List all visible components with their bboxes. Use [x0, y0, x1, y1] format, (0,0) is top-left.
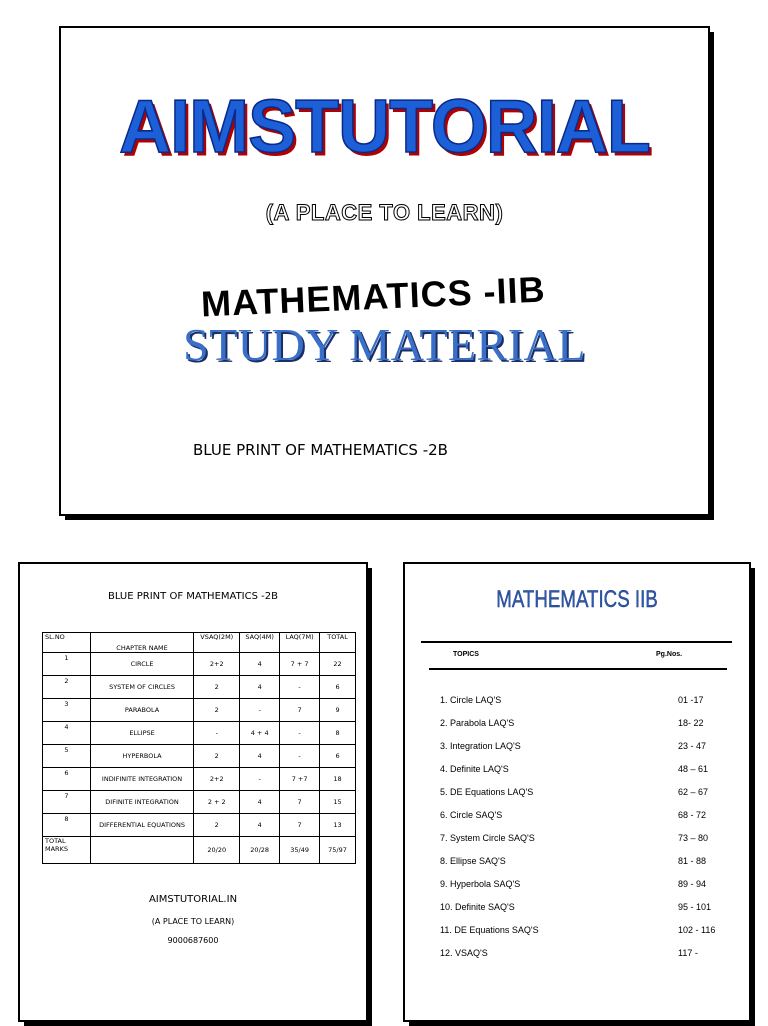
brand-title: AIMSTUTORIAL — [119, 85, 650, 169]
total-laq: 35/49 — [280, 837, 320, 864]
row-slno: 7 — [43, 791, 91, 814]
cover-blueprint-heading: BLUE PRINT OF MATHEMATICS -2B — [193, 441, 448, 459]
site-name: AIMSTUTORIAL.IN — [148, 894, 238, 905]
row-chapter: ELLIPSE — [90, 722, 193, 745]
row-vsaq: 2+2 — [194, 768, 240, 791]
table-row — [43, 745, 356, 768]
toc-item — [405, 695, 749, 711]
toc-item-label: 2. Parabola LAQ'S — [440, 718, 515, 728]
table-row — [43, 768, 356, 791]
toc-item-label: 11. DE Equations SAQ'S — [440, 925, 539, 935]
toc-item — [405, 764, 749, 780]
subject-title: MATHEMATICS -IIB — [200, 268, 547, 325]
blueprint-title: BLUE PRINT OF MATHEMATICS -2B — [108, 591, 278, 602]
toc-item-pages: 48 – 61 — [678, 764, 709, 774]
toc-item-label: 4. Definite LAQ'S — [440, 764, 509, 774]
row-laq: - — [280, 722, 320, 745]
row-laq: 7 +7 — [280, 768, 320, 791]
col-header-saq: SAQ(4M) — [240, 633, 280, 653]
row-total: 22 — [320, 653, 356, 676]
row-saq: 4 + 4 — [240, 722, 280, 745]
toc-item-pages: 81 - 88 — [678, 856, 707, 866]
toc-item-label: 3. Integration LAQ'S — [440, 741, 521, 751]
table-row — [43, 699, 356, 722]
toc-item-pages: 01 -17 — [678, 695, 704, 705]
col-topics: TOPICS — [453, 651, 479, 658]
row-chapter: DIFFERENTIAL EQUATIONS — [90, 814, 193, 837]
row-chapter: DIFINITE INTEGRATION — [90, 791, 193, 814]
row-vsaq: 2 — [194, 745, 240, 768]
total-blank — [90, 837, 193, 864]
row-total: 9 — [320, 699, 356, 722]
row-slno: 4 — [43, 722, 91, 745]
blueprint-table — [42, 632, 356, 864]
cover-tagline: (A PLACE TO LEARN) — [265, 200, 504, 225]
study-material-title: STUDY MATERIAL — [183, 319, 586, 370]
row-laq: 7 — [280, 699, 320, 722]
toc-item-label: 8. Ellipse SAQ'S — [440, 856, 506, 866]
row-total: 18 — [320, 768, 356, 791]
row-chapter: SYSTEM OF CIRCLES — [90, 676, 193, 699]
contents-page — [403, 562, 751, 1022]
table-row — [43, 814, 356, 837]
blueprint-page — [18, 562, 368, 1022]
row-vsaq: 2 — [194, 699, 240, 722]
cover-page — [59, 26, 710, 516]
toc-item-pages: 62 – 67 — [678, 787, 709, 797]
toc-item — [405, 810, 749, 826]
total-total: 75/97 — [320, 837, 356, 864]
toc-item — [405, 856, 749, 872]
col-header-laq: LAQ(7M) — [280, 633, 320, 653]
toc-item-pages: 23 - 47 — [678, 741, 707, 751]
row-slno: 3 — [43, 699, 91, 722]
total-vsaq: 20/20 — [194, 837, 240, 864]
toc-item — [405, 925, 749, 941]
col-header-vsaq: VSAQ(2M) — [194, 633, 240, 653]
table-header-row — [43, 633, 356, 653]
row-saq: 4 — [240, 676, 280, 699]
toc-item — [405, 718, 749, 734]
row-vsaq: 2 — [194, 814, 240, 837]
toc-item-pages: 89 - 94 — [678, 879, 707, 889]
row-vsaq: 2+2 — [194, 653, 240, 676]
toc-item-label: 1. Circle LAQ'S — [440, 695, 502, 705]
row-vsaq: 2 + 2 — [194, 791, 240, 814]
row-laq: 7 — [280, 791, 320, 814]
row-total: 6 — [320, 676, 356, 699]
row-laq: 7 + 7 — [280, 653, 320, 676]
toc-item-pages: 68 - 72 — [678, 810, 707, 820]
toc-item-pages: 95 - 101 — [678, 902, 712, 912]
row-chapter: PARABOLA — [90, 699, 193, 722]
col-header-slno: SL.NO — [43, 633, 91, 653]
col-header-total: TOTAL — [320, 633, 356, 653]
header-rule-top — [421, 641, 732, 643]
toc-item-label: 7. System Circle SAQ'S — [440, 833, 535, 843]
col-pages: Pg.Nos. — [656, 651, 683, 658]
row-slno: 6 — [43, 768, 91, 791]
row-chapter: CIRCLE — [90, 653, 193, 676]
toc-item-pages: 102 - 116 — [678, 925, 716, 935]
row-saq: - — [240, 699, 280, 722]
row-laq: - — [280, 676, 320, 699]
site-tagline: (A PLACE TO LEARN) — [151, 917, 235, 926]
toc-item-label: 5. DE Equations LAQ'S — [440, 787, 534, 797]
toc-item-pages: 117 - — [678, 948, 698, 958]
toc-item-label: 6. Circle SAQ'S — [440, 810, 503, 820]
toc-item — [405, 879, 749, 895]
toc-item — [405, 902, 749, 918]
toc-item — [405, 787, 749, 803]
row-total: 6 — [320, 745, 356, 768]
table-total-row — [43, 837, 356, 864]
row-laq: - — [280, 745, 320, 768]
row-saq: 4 — [240, 745, 280, 768]
toc-item — [405, 833, 749, 849]
toc-item-label: 10. Definite SAQ'S — [440, 902, 515, 912]
contents-title: MATHEMATICS IIB — [496, 586, 658, 613]
row-saq: 4 — [240, 791, 280, 814]
row-slno: 2 — [43, 676, 91, 699]
table-row — [43, 791, 356, 814]
row-slno: 5 — [43, 745, 91, 768]
table-row — [43, 676, 356, 699]
header-rule-bottom — [429, 668, 727, 670]
row-total: 15 — [320, 791, 356, 814]
total-label: TOTAL MARKS — [43, 837, 91, 864]
row-saq: 4 — [240, 814, 280, 837]
row-saq: - — [240, 768, 280, 791]
row-chapter: INDIFINITE INTEGRATION — [90, 768, 193, 791]
row-total: 8 — [320, 722, 356, 745]
row-saq: 4 — [240, 653, 280, 676]
toc-item-pages: 18- 22 — [678, 718, 704, 728]
row-laq: 7 — [280, 814, 320, 837]
col-header-chapter: CHAPTER NAME — [90, 633, 193, 653]
toc-item — [405, 741, 749, 757]
table-row — [43, 653, 356, 676]
row-slno: 8 — [43, 814, 91, 837]
total-saq: 20/28 — [240, 837, 280, 864]
row-vsaq: - — [194, 722, 240, 745]
row-total: 13 — [320, 814, 356, 837]
toc-item-label: 9. Hyperbola SAQ'S — [440, 879, 521, 889]
toc-item-label: 12. VSAQ'S — [440, 948, 488, 958]
phone-number: 9000687600 — [167, 936, 219, 945]
row-vsaq: 2 — [194, 676, 240, 699]
row-slno: 1 — [43, 653, 91, 676]
toc-item-pages: 73 – 80 — [678, 833, 709, 843]
table-row — [43, 722, 356, 745]
row-chapter: HYPERBOLA — [90, 745, 193, 768]
toc-item — [405, 948, 749, 964]
